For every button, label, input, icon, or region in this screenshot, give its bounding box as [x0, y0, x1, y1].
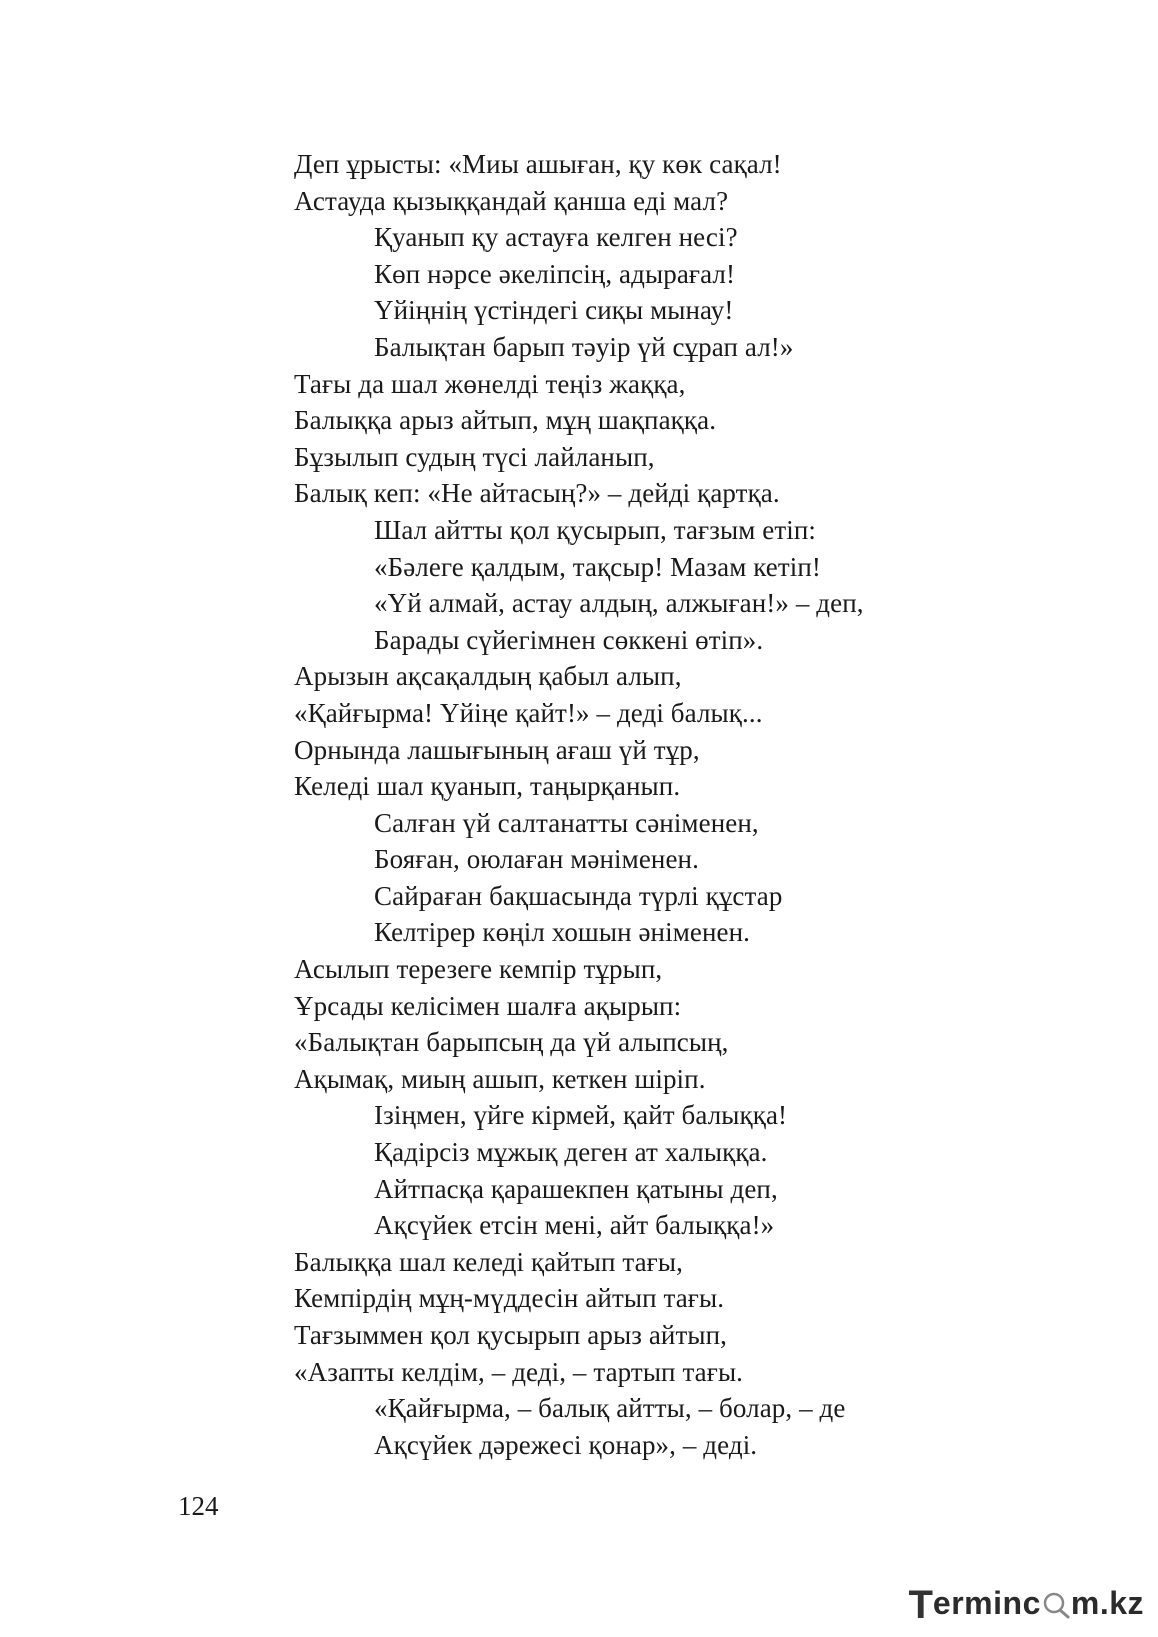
- poem-line: Айтпасқа қарашекпен қатыны деп,: [374, 1173, 778, 1204]
- termincom-watermark-logo: [908, 1581, 1144, 1625]
- watermark-letter-t: T: [908, 1582, 933, 1627]
- poem-line: Ұрсады келісімен шалға ақырып:: [294, 990, 682, 1021]
- poem-line: «Балықтан барыпсың да үй алыпсың,: [294, 1027, 729, 1058]
- poem-line: Балыққа арыз айтып, мұң шақпаққа.: [294, 405, 717, 436]
- poem-line: Тағзыммен қол қусырып арыз айтып,: [294, 1320, 728, 1350]
- poem-line: Деп ұрысты: «Миы ашыған, қу көк сақал!: [294, 149, 782, 179]
- poem-line: Балық кеп: «Не айтасың?» – дейді қартқа.: [294, 478, 780, 509]
- poem-text: [294, 146, 864, 1463]
- poem-line: «Қайғырма, – балық айтты, – болар, – де: [374, 1393, 846, 1424]
- poem-line: Сайраған бақшасында түрлі құстар: [374, 880, 783, 911]
- watermark-text-suffix: m.kz: [1070, 1584, 1144, 1621]
- poem-line: Бұзылып судың түсі лайланып,: [294, 441, 655, 472]
- page-number: 124: [178, 1491, 219, 1521]
- poem-line: Ізіңмен, үйге кірмей, қайт балыққа!: [374, 1100, 788, 1131]
- poem-line: Орнында лашығының ағаш үй тұр,: [294, 734, 700, 765]
- poem-line: Ақсүйек дәрежесі қонар», – деді.: [374, 1429, 758, 1460]
- poem-line: Асылып терезеге кемпір тұрып,: [294, 954, 663, 985]
- poem-line: Балықтан барып тәуір үй сұрап ал!»: [374, 331, 794, 362]
- poem-line: Үйіңнің үстіндегі сиқы мынау!: [374, 295, 734, 326]
- poem-line: Астауда қызыққандай қанша еді мал?: [294, 185, 729, 216]
- poem-line: Қадірсіз мұжық деген ат халыққа.: [374, 1137, 768, 1168]
- poem-line: «Үй алмай, астау алдың, алжыған!» – деп,: [374, 588, 864, 619]
- poem-line: Кемпірдің мұң-мүддесін айтып тағы.: [294, 1283, 725, 1314]
- poem-line: Ақсүйек етсін мені, айт балыққа!»: [374, 1210, 775, 1241]
- poem-line: Барады сүйегімнен сөккені өтіп».: [374, 624, 764, 655]
- poem-line: Қуанып қу астауға келген несі?: [374, 222, 738, 253]
- poem-line: Арызын ақсақалдың қабыл алып,: [294, 661, 682, 692]
- poem-line: «Азапты келдім, – деді, – тартып тағы.: [294, 1356, 744, 1387]
- poem-line: Салған үй салтанатты сәніменен,: [374, 807, 759, 838]
- poem-line: Шал айтты қол қусырып, тағзым етіп:: [374, 514, 816, 545]
- poem-line: Келеді шал қуанып, таңырқанып.: [294, 771, 681, 802]
- poem-line: Келтірер көңіл хошын әніменен.: [374, 917, 751, 948]
- poem-line: Көп нәрсе әкеліпсің, адырағал!: [374, 258, 736, 289]
- poem-line: «Қайғырма! Үйіңе қайт!» – деді балық...: [294, 697, 763, 728]
- poem-line: Балыққа шал келеді қайтып тағы,: [294, 1246, 683, 1277]
- poem-line: Ақымақ, миың ашып, кеткен шіріп.: [294, 1063, 706, 1094]
- watermark-text-middle: erminc: [932, 1584, 1041, 1621]
- poem-line: Бояған, оюлаған мәніменен.: [374, 844, 699, 875]
- magnifier-icon: [1041, 1586, 1071, 1620]
- poem-line: Тағы да шал жөнелді теңіз жаққа,: [294, 368, 686, 399]
- poem-line: «Бәлеге қалдым, тақсыр! Мазам кетіп!: [374, 551, 822, 582]
